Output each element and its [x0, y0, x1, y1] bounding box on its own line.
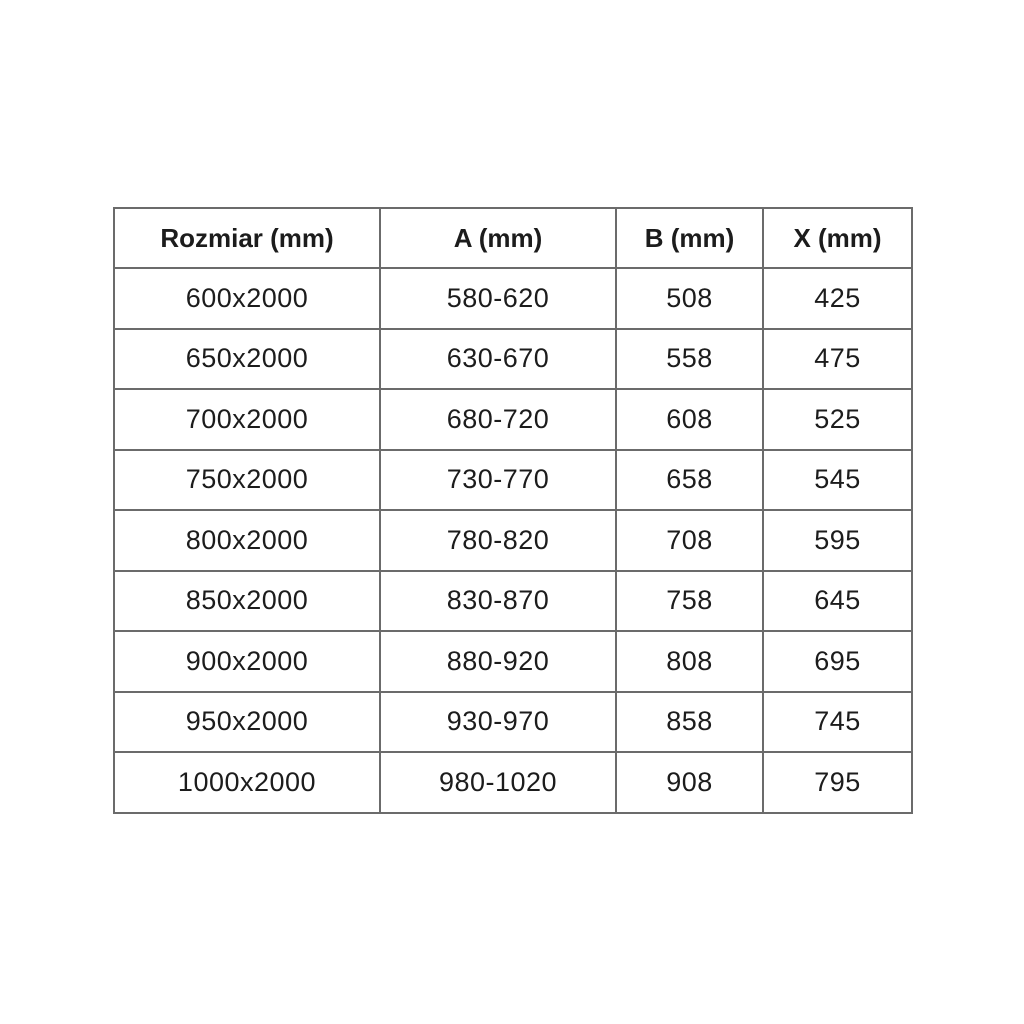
table-cell-x: 525 [763, 389, 912, 450]
header-cell-b: B (mm) [616, 208, 763, 268]
table-cell-rozmiar: 600x2000 [114, 268, 380, 329]
header-row [114, 208, 912, 268]
table-cell-x: 475 [763, 329, 912, 390]
header-cell-a: A (mm) [380, 208, 616, 268]
table-cell-x: 695 [763, 631, 912, 692]
table-cell-rozmiar: 900x2000 [114, 631, 380, 692]
table-cell-x: 595 [763, 510, 912, 571]
table-row [114, 268, 912, 329]
table-cell-a: 680-720 [380, 389, 616, 450]
table-row [114, 510, 912, 571]
table-cell-a: 780-820 [380, 510, 616, 571]
table-cell-a: 730-770 [380, 450, 616, 511]
table-cell-x: 545 [763, 450, 912, 511]
table-row [114, 571, 912, 632]
table-row [114, 692, 912, 753]
table-cell-rozmiar: 750x2000 [114, 450, 380, 511]
table-cell-rozmiar: 650x2000 [114, 329, 380, 390]
table-cell-b: 658 [616, 450, 763, 511]
header-cell-x: X (mm) [763, 208, 912, 268]
table-cell-x: 745 [763, 692, 912, 753]
table-cell-rozmiar: 700x2000 [114, 389, 380, 450]
table-cell-a: 930-970 [380, 692, 616, 753]
table-cell-rozmiar: 800x2000 [114, 510, 380, 571]
size-table [113, 207, 913, 814]
table-cell-rozmiar: 950x2000 [114, 692, 380, 753]
size-table-body [114, 268, 912, 813]
table-row [114, 450, 912, 511]
table-cell-b: 908 [616, 752, 763, 813]
size-table-header [114, 208, 912, 268]
table-cell-b: 608 [616, 389, 763, 450]
table-cell-x: 795 [763, 752, 912, 813]
table-cell-rozmiar: 850x2000 [114, 571, 380, 632]
table-cell-b: 858 [616, 692, 763, 753]
table-row [114, 329, 912, 390]
table-cell-x: 425 [763, 268, 912, 329]
table-cell-a: 630-670 [380, 329, 616, 390]
table-cell-x: 645 [763, 571, 912, 632]
table-cell-a: 580-620 [380, 268, 616, 329]
table-cell-b: 808 [616, 631, 763, 692]
table-cell-b: 758 [616, 571, 763, 632]
table-cell-rozmiar: 1000x2000 [114, 752, 380, 813]
table-cell-a: 880-920 [380, 631, 616, 692]
header-cell-rozmiar: Rozmiar (mm) [114, 208, 380, 268]
table-row [114, 389, 912, 450]
table-row [114, 752, 912, 813]
table-cell-a: 980-1020 [380, 752, 616, 813]
size-table-container [113, 207, 913, 814]
table-cell-b: 708 [616, 510, 763, 571]
table-cell-a: 830-870 [380, 571, 616, 632]
table-cell-b: 508 [616, 268, 763, 329]
table-cell-b: 558 [616, 329, 763, 390]
table-row [114, 631, 912, 692]
